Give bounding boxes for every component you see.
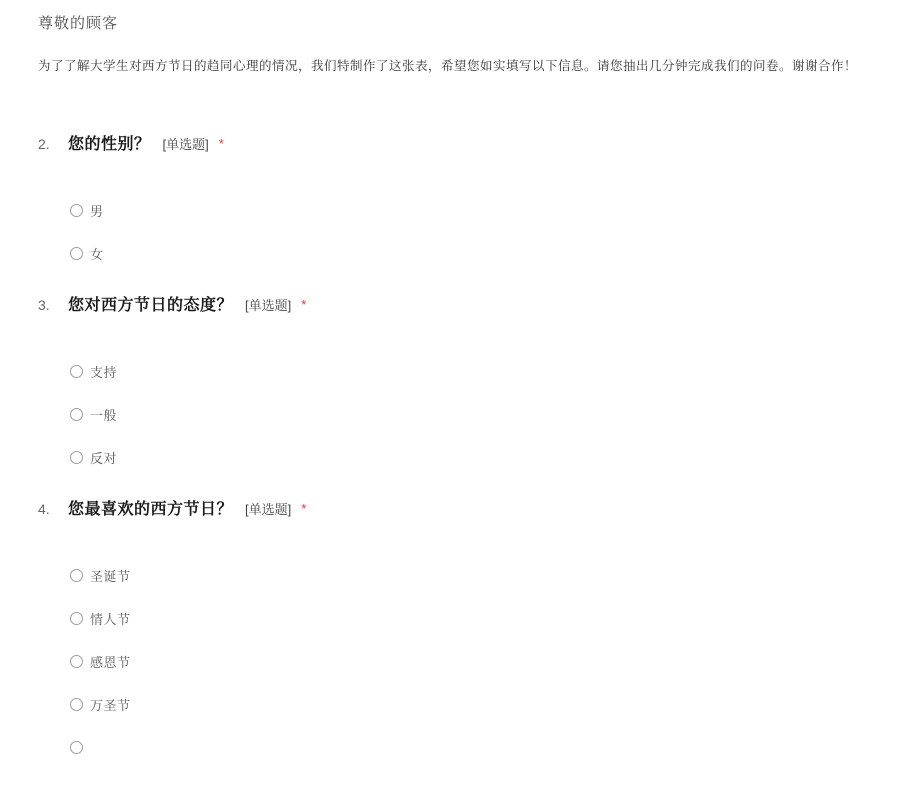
radio-button[interactable] (70, 655, 83, 668)
option-label[interactable]: 反对 (90, 450, 118, 466)
question-header (38, 498, 900, 521)
required-asterisk: * (301, 501, 307, 516)
option-label[interactable]: 一般 (90, 407, 118, 423)
question-type-label: [单选题] (245, 502, 292, 517)
question-title: 您的性别？ (68, 136, 151, 153)
question-title: 您最喜欢的西方节日？ (68, 501, 234, 518)
question-header (38, 294, 900, 317)
question-type-label: [单选题] (245, 298, 292, 313)
option-label[interactable]: 男 (90, 203, 104, 219)
question-header (38, 133, 900, 156)
option-row-support[interactable] (70, 364, 900, 378)
option-row-oppose[interactable] (70, 450, 900, 464)
option-row-neutral[interactable] (70, 407, 900, 421)
question-number: 4. (38, 501, 50, 517)
options-group (70, 203, 900, 260)
radio-button[interactable] (70, 612, 83, 625)
radio-button[interactable] (70, 204, 83, 217)
option-label[interactable]: 女 (90, 246, 104, 262)
option-row-partial[interactable] (70, 740, 900, 754)
option-row-female[interactable] (70, 246, 900, 260)
required-asterisk: * (218, 136, 224, 151)
radio-button[interactable] (70, 569, 83, 582)
options-group (70, 568, 900, 754)
question-number: 3. (38, 297, 50, 313)
question-gender (38, 133, 900, 260)
option-label[interactable]: 支持 (90, 364, 118, 380)
intro-text: 为了了解大学生对西方节日的趋同心理的情况，我们特制作了这张表，希望您如实填写以下信息。请您抽出几分钟完成我们的问卷。谢谢合作！ (38, 59, 858, 73)
question-favorite-festival (38, 498, 900, 754)
required-asterisk: * (301, 297, 307, 312)
radio-button[interactable] (70, 451, 83, 464)
option-row-christmas[interactable] (70, 568, 900, 582)
question-type-label: [单选题] (162, 137, 209, 152)
options-group (70, 364, 900, 464)
option-row-valentines[interactable] (70, 611, 900, 625)
option-row-male[interactable] (70, 203, 900, 217)
option-row-halloween[interactable] (70, 697, 900, 711)
radio-button[interactable] (70, 698, 83, 711)
option-label[interactable]: 情人节 (90, 611, 131, 627)
radio-button[interactable] (70, 365, 83, 378)
page-title: 尊敬的顾客 (38, 15, 119, 32)
radio-button[interactable] (70, 741, 83, 754)
option-row-thanksgiving[interactable] (70, 654, 900, 668)
question-title: 您对西方节日的态度？ (68, 297, 234, 314)
question-attitude (38, 294, 900, 464)
radio-button[interactable] (70, 247, 83, 260)
option-label[interactable]: 圣诞节 (90, 568, 131, 584)
radio-button[interactable] (70, 408, 83, 421)
option-label[interactable]: 万圣节 (90, 697, 131, 713)
question-number: 2. (38, 136, 50, 152)
option-label[interactable]: 感恩节 (90, 654, 131, 670)
